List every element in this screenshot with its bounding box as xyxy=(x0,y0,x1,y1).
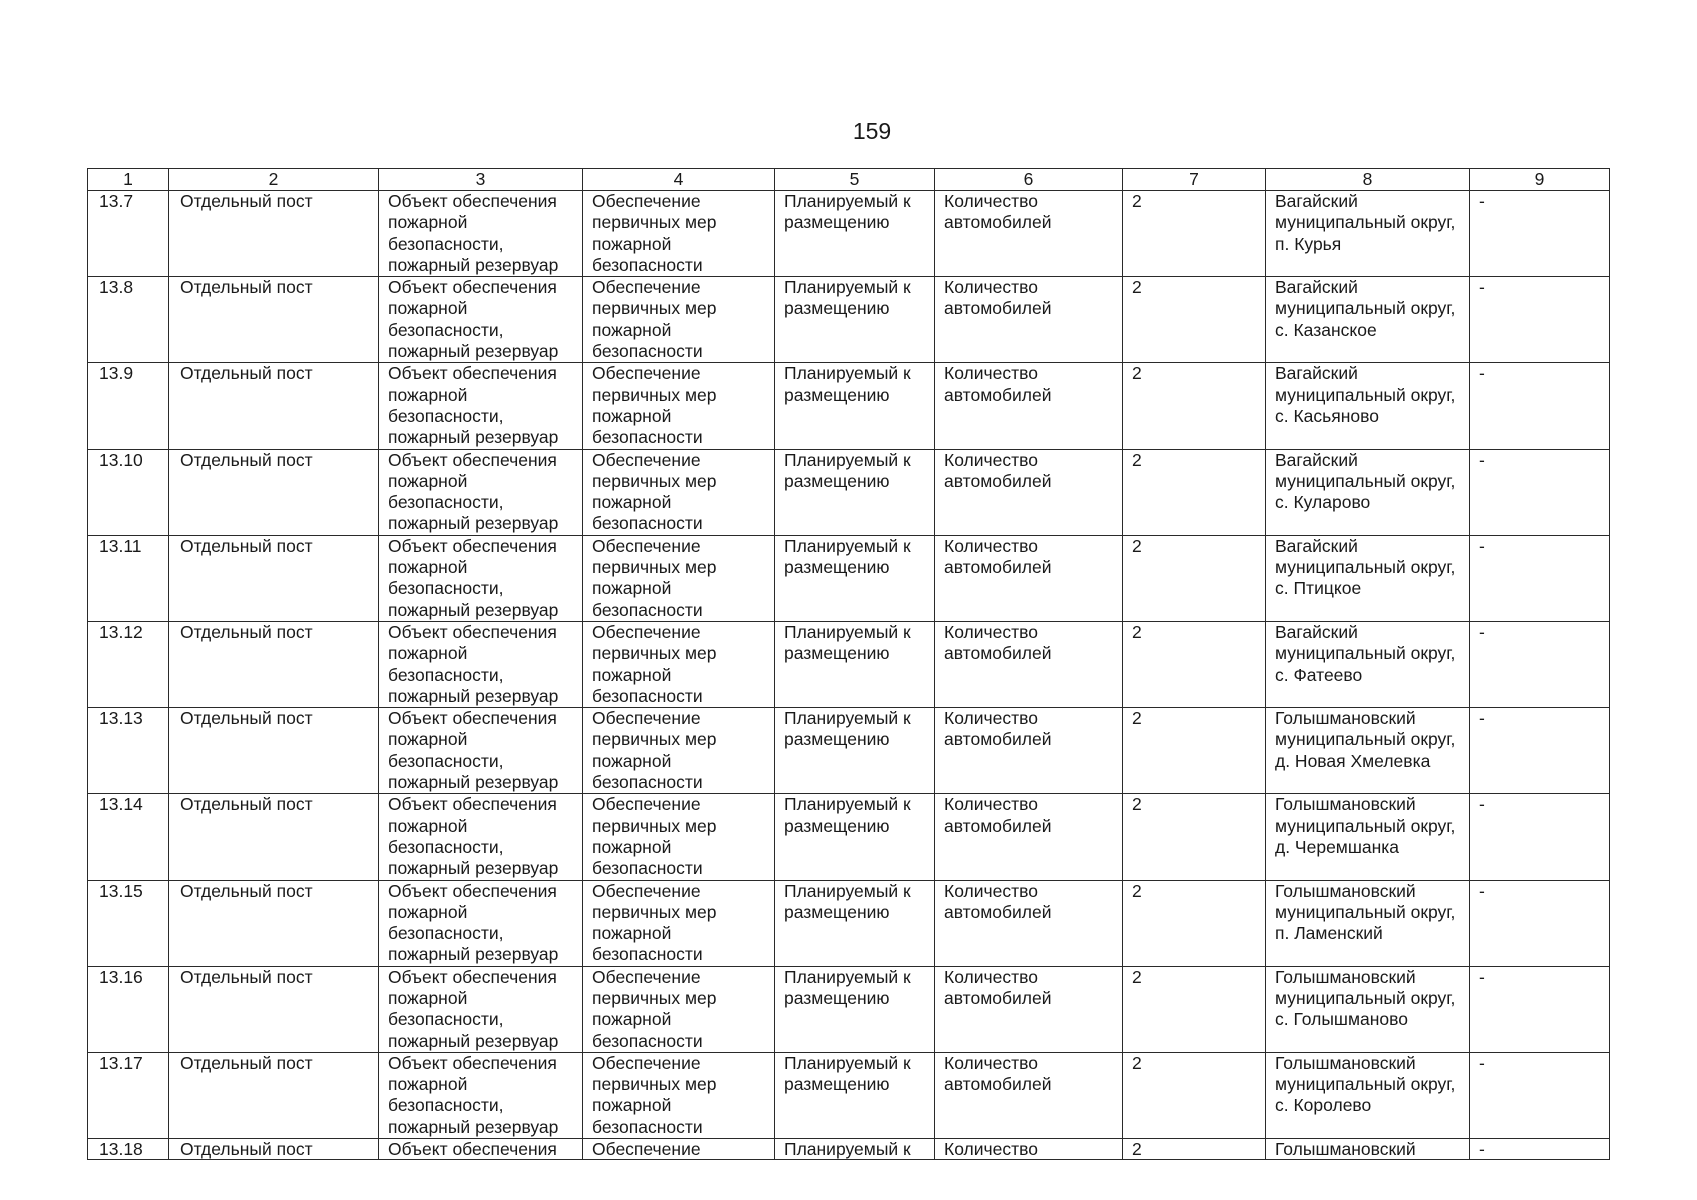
value-cell: 2 xyxy=(1123,191,1266,277)
planning-table xyxy=(87,168,1610,1160)
object-type-cell: Отдельный пост xyxy=(169,449,379,535)
status-cell: Планируемый к размещению xyxy=(775,708,935,794)
object-name-cell: Объект обеспечения пожарной безопасности, пожарный резервуар xyxy=(379,708,583,794)
table-row xyxy=(88,794,1610,880)
zone-cell: - xyxy=(1470,1139,1610,1160)
row-number-cell: 13.17 xyxy=(88,1052,169,1138)
object-type-cell: Отдельный пост xyxy=(169,1052,379,1138)
value-cell: 2 xyxy=(1123,880,1266,966)
characteristic-cell: Количество автомобилей xyxy=(935,535,1123,621)
location-cell: Вагайский муниципальный округ, с. Фатеево xyxy=(1266,621,1470,707)
status-cell: Планируемый к размещению xyxy=(775,191,935,277)
table-row xyxy=(88,1139,1610,1160)
zone-cell: - xyxy=(1470,363,1610,449)
location-cell: Голышмановский муниципальный округ, д. Новая Хмелевка xyxy=(1266,708,1470,794)
characteristic-cell: Количество xyxy=(935,1139,1123,1160)
value-cell: 2 xyxy=(1123,449,1266,535)
object-name-cell: Объект обеспечения пожарной безопасности, пожарный резервуар xyxy=(379,794,583,880)
table-row xyxy=(88,363,1610,449)
location-cell: Голышмановский xyxy=(1266,1139,1470,1160)
purpose-cell: Обеспечение первичных мер пожарной безопасности xyxy=(583,966,775,1052)
row-number-cell: 13.18 xyxy=(88,1139,169,1160)
purpose-cell: Обеспечение первичных мер пожарной безопасности xyxy=(583,794,775,880)
row-number-cell: 13.15 xyxy=(88,880,169,966)
column-number-header: 6 xyxy=(935,169,1123,191)
value-cell: 2 xyxy=(1123,277,1266,363)
object-name-cell: Объект обеспечения пожарной безопасности, пожарный резервуар xyxy=(379,621,583,707)
location-cell: Вагайский муниципальный округ, с. Куларово xyxy=(1266,449,1470,535)
table-row xyxy=(88,191,1610,277)
zone-cell: - xyxy=(1470,621,1610,707)
characteristic-cell: Количество автомобилей xyxy=(935,1052,1123,1138)
purpose-cell: Обеспечение первичных мер пожарной безопасности xyxy=(583,191,775,277)
column-number-header: 3 xyxy=(379,169,583,191)
row-number-cell: 13.11 xyxy=(88,535,169,621)
zone-cell: - xyxy=(1470,794,1610,880)
value-cell: 2 xyxy=(1123,966,1266,1052)
column-number-header: 9 xyxy=(1470,169,1610,191)
status-cell: Планируемый к размещению xyxy=(775,794,935,880)
object-type-cell: Отдельный пост xyxy=(169,1139,379,1160)
table-row xyxy=(88,880,1610,966)
object-type-cell: Отдельный пост xyxy=(169,277,379,363)
location-cell: Вагайский муниципальный округ, п. Курья xyxy=(1266,191,1470,277)
characteristic-cell: Количество автомобилей xyxy=(935,191,1123,277)
value-cell: 2 xyxy=(1123,1139,1266,1160)
value-cell: 2 xyxy=(1123,1052,1266,1138)
object-name-cell: Объект обеспечения пожарной безопасности, пожарный резервуар xyxy=(379,535,583,621)
zone-cell: - xyxy=(1470,535,1610,621)
characteristic-cell: Количество автомобилей xyxy=(935,363,1123,449)
status-cell: Планируемый к размещению xyxy=(775,966,935,1052)
location-cell: Голышмановский муниципальный округ, д. Черемшанка xyxy=(1266,794,1470,880)
column-number-header: 7 xyxy=(1123,169,1266,191)
table-body xyxy=(88,191,1610,1160)
column-number-header: 1 xyxy=(88,169,169,191)
row-number-cell: 13.14 xyxy=(88,794,169,880)
zone-cell: - xyxy=(1470,1052,1610,1138)
object-type-cell: Отдельный пост xyxy=(169,621,379,707)
location-cell: Голышмановский муниципальный округ, с. Голышманово xyxy=(1266,966,1470,1052)
zone-cell: - xyxy=(1470,191,1610,277)
object-name-cell: Объект обеспечения xyxy=(379,1139,583,1160)
row-number-cell: 13.7 xyxy=(88,191,169,277)
row-number-cell: 13.8 xyxy=(88,277,169,363)
status-cell: Планируемый к размещению xyxy=(775,621,935,707)
table-row xyxy=(88,708,1610,794)
row-number-cell: 13.10 xyxy=(88,449,169,535)
object-type-cell: Отдельный пост xyxy=(169,535,379,621)
zone-cell: - xyxy=(1470,277,1610,363)
object-name-cell: Объект обеспечения пожарной безопасности, пожарный резервуар xyxy=(379,449,583,535)
purpose-cell: Обеспечение первичных мер пожарной безопасности xyxy=(583,708,775,794)
purpose-cell: Обеспечение xyxy=(583,1139,775,1160)
characteristic-cell: Количество автомобилей xyxy=(935,794,1123,880)
table-row xyxy=(88,966,1610,1052)
status-cell: Планируемый к размещению xyxy=(775,277,935,363)
object-name-cell: Объект обеспечения пожарной безопасности, пожарный резервуар xyxy=(379,277,583,363)
characteristic-cell: Количество автомобилей xyxy=(935,621,1123,707)
zone-cell: - xyxy=(1470,880,1610,966)
zone-cell: - xyxy=(1470,449,1610,535)
row-number-cell: 13.12 xyxy=(88,621,169,707)
characteristic-cell: Количество автомобилей xyxy=(935,966,1123,1052)
object-type-cell: Отдельный пост xyxy=(169,880,379,966)
object-type-cell: Отдельный пост xyxy=(169,966,379,1052)
location-cell: Голышмановский муниципальный округ, п. Ламенский xyxy=(1266,880,1470,966)
location-cell: Голышмановский муниципальный округ, с. Королево xyxy=(1266,1052,1470,1138)
table-row xyxy=(88,449,1610,535)
characteristic-cell: Количество автомобилей xyxy=(935,880,1123,966)
object-type-cell: Отдельный пост xyxy=(169,794,379,880)
table-row xyxy=(88,621,1610,707)
characteristic-cell: Количество автомобилей xyxy=(935,449,1123,535)
location-cell: Вагайский муниципальный округ, с. Касьяново xyxy=(1266,363,1470,449)
table-row xyxy=(88,535,1610,621)
object-name-cell: Объект обеспечения пожарной безопасности, пожарный резервуар xyxy=(379,966,583,1052)
value-cell: 2 xyxy=(1123,363,1266,449)
purpose-cell: Обеспечение первичных мер пожарной безопасности xyxy=(583,277,775,363)
zone-cell: - xyxy=(1470,708,1610,794)
row-number-cell: 13.9 xyxy=(88,363,169,449)
row-number-cell: 13.16 xyxy=(88,966,169,1052)
object-type-cell: Отдельный пост xyxy=(169,708,379,794)
zone-cell: - xyxy=(1470,966,1610,1052)
status-cell: Планируемый к xyxy=(775,1139,935,1160)
object-type-cell: Отдельный пост xyxy=(169,191,379,277)
page-number: 159 xyxy=(852,118,892,144)
location-cell: Вагайский муниципальный округ, с. Казанское xyxy=(1266,277,1470,363)
value-cell: 2 xyxy=(1123,708,1266,794)
status-cell: Планируемый к размещению xyxy=(775,1052,935,1138)
column-number-row xyxy=(88,169,1610,191)
table-row xyxy=(88,1052,1610,1138)
column-number-header: 4 xyxy=(583,169,775,191)
object-name-cell: Объект обеспечения пожарной безопасности, пожарный резервуар xyxy=(379,1052,583,1138)
column-number-header: 5 xyxy=(775,169,935,191)
purpose-cell: Обеспечение первичных мер пожарной безопасности xyxy=(583,1052,775,1138)
status-cell: Планируемый к размещению xyxy=(775,535,935,621)
column-number-header: 8 xyxy=(1266,169,1470,191)
status-cell: Планируемый к размещению xyxy=(775,880,935,966)
location-cell: Вагайский муниципальный округ, с. Птицкое xyxy=(1266,535,1470,621)
object-name-cell: Объект обеспечения пожарной безопасности, пожарный резервуар xyxy=(379,191,583,277)
column-number-header: 2 xyxy=(169,169,379,191)
object-name-cell: Объект обеспечения пожарной безопасности, пожарный резервуар xyxy=(379,363,583,449)
purpose-cell: Обеспечение первичных мер пожарной безопасности xyxy=(583,535,775,621)
purpose-cell: Обеспечение первичных мер пожарной безопасности xyxy=(583,880,775,966)
object-name-cell: Объект обеспечения пожарной безопасности, пожарный резервуар xyxy=(379,880,583,966)
value-cell: 2 xyxy=(1123,794,1266,880)
status-cell: Планируемый к размещению xyxy=(775,449,935,535)
purpose-cell: Обеспечение первичных мер пожарной безопасности xyxy=(583,363,775,449)
table-row xyxy=(88,277,1610,363)
purpose-cell: Обеспечение первичных мер пожарной безопасности xyxy=(583,449,775,535)
status-cell: Планируемый к размещению xyxy=(775,363,935,449)
characteristic-cell: Количество автомобилей xyxy=(935,708,1123,794)
row-number-cell: 13.13 xyxy=(88,708,169,794)
value-cell: 2 xyxy=(1123,535,1266,621)
characteristic-cell: Количество автомобилей xyxy=(935,277,1123,363)
object-type-cell: Отдельный пост xyxy=(169,363,379,449)
purpose-cell: Обеспечение первичных мер пожарной безопасности xyxy=(583,621,775,707)
value-cell: 2 xyxy=(1123,621,1266,707)
